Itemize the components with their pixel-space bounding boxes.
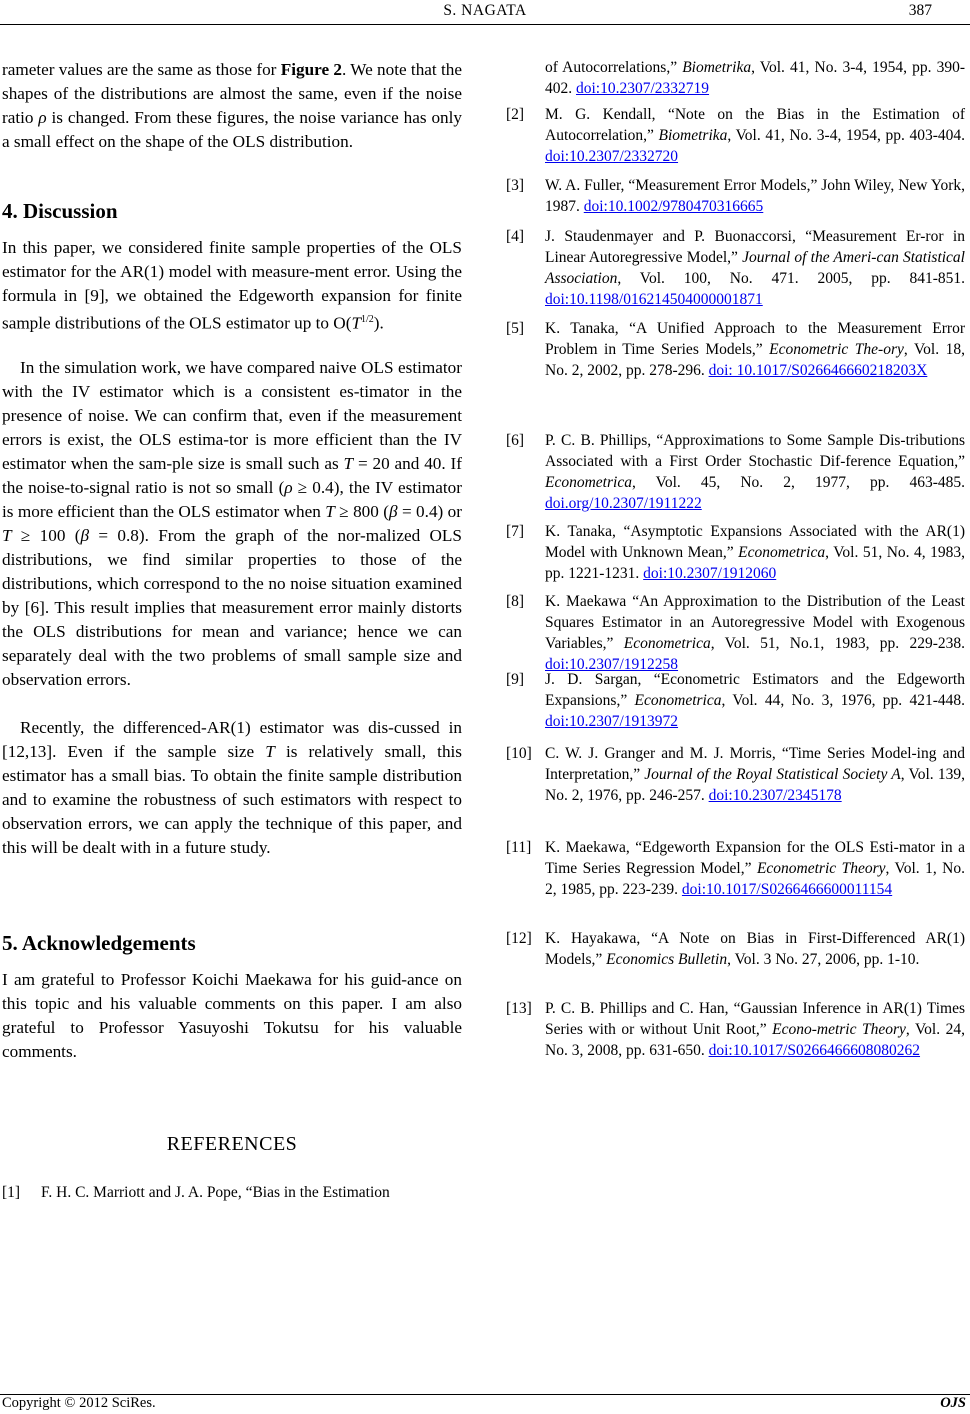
reference-text: K. Tanaka, “A Unified Approach to the Measurement Error Problem in Time Series Models,” Econometric The-ory, Vol. 18, No. 2, 2002, pp. 278-296. doi: 10.1017/S026646660218203X — [545, 320, 965, 379]
doi-link[interactable]: doi.org/10.2307/1911222 — [545, 495, 702, 512]
reference-text: K. Tanaka, “Asymptotic Expansions Associated with the AR(1) Model with Unknown Mean,” Econometrica, Vol. 51, No. 4, 1983, pp. 1221-1231. doi:10.2307/1912060 — [545, 523, 965, 582]
doi-link[interactable]: doi:10.1002/9780470316665 — [583, 198, 764, 215]
running-header-author: S. NAGATA — [443, 2, 527, 19]
reference-number: [12] — [506, 930, 532, 947]
doi-link[interactable]: doi: 10.1017/S026646660218203X — [708, 362, 928, 379]
reference-number: [2] — [506, 106, 525, 123]
page-number: 387 — [908, 2, 932, 19]
reference-item — [506, 669, 965, 733]
doi-link[interactable]: doi:10.2307/2332720 — [545, 148, 679, 165]
reference-text: K. Hayakawa, “A Note on Bias in First-Differenced AR(1) Models,” Economics Bulletin, Vol. 3 No. 27, 2006, pp. 1-10. — [545, 930, 965, 968]
reference-text: J. Staudenmayer and P. Buonaccorsi, “Measurement Er-ror in Linear Autoregressive Model,” Journal of the Ameri-can Statistical Association, Vol. 100, No. 471. 2005, pp. 841-851. doi:10.1198/016214504000001871 — [545, 228, 965, 308]
reference-item — [506, 430, 965, 514]
paragraph-acknowledgements: I am grateful to Professor Koichi Maekawa for his guid-ance on this topic and his valuable comments on this paper. I am also grateful to Professor Yasuyoshi Tokutsu for his valuable comments. — [2, 970, 462, 1061]
reference-text: K. Maekawa “An Approximation to the Distribution of the Least Squares Estimator in an Autoregressive Model with Exogenous Variables,” Econometrica, Vol. 51, No.1, 1983, pp. 229-238. doi:10.2307/1912258 — [545, 593, 966, 673]
reference-item — [506, 104, 965, 165]
section-heading-acknowledgements: 5. Acknowledgements — [2, 931, 196, 955]
section-heading-discussion: 4. Discussion — [2, 199, 118, 223]
reference-number: [3] — [506, 177, 525, 194]
reference-text: M. G. Kendall, “Note on the Bias in the Estimation of Autocorrelation,” Biometrika, Vol. 41, No. 3-4, 1954, pp. 403-404. doi:10.2307/2332720 — [545, 106, 965, 165]
paragraph-figure-note: rameter values are the same as those for Figure 2. We note that the shapes of the distributions are almost the same, even if the noise ratio ρ is changed. From these figures, the noise variance has only a small effect on the shape of the OLS distribution. — [2, 60, 462, 151]
reference-item — [506, 226, 965, 310]
reference-item-continued: of Autocorrelations,” Biometrika, Vol. 41, No. 3-4, 1954, pp. 390-402. doi:10.2307/2332719 — [545, 59, 965, 97]
paragraph-discussion-2: In the simulation work, we have compared naive OLS estimator with the IV estimator which is a consistent es-timator in the presence of noise. We can confirm that, even if the measurement errors is exist, the OLS estima-tor is more efficient than the IV estimator when the sam-ple size is small such as T = 20 and 40. If the noise-to-signal ratio is not so small (ρ ≥ 0.4), the IV estimator is more efficient than the OLS estimator when T ≥ 800 (β = 0.4) or T ≥ 100 (β = 0.8). From the graph of the nor-malized OLS distributions, we find similar properties to those of the distributions, which correspond to the no noise situation examined by [6]. This result implies that measurement error mainly distorts the OLS distributions for mean and variance; hence we can separately deal with the two problems of small sample size and observation errors. — [2, 358, 462, 689]
paragraph-discussion-1: In this paper, we considered finite sample properties of the OLS estimator for the AR(1) model with measure-ment error. Using the formula in [9], we obtained the Edgeworth expansion for finite sample distributions of the OLS estimator up to $O(T^{1/2})$. — [2, 238, 462, 333]
reference-number: [8] — [506, 593, 525, 610]
references-title: REFERENCES — [166, 1133, 298, 1155]
reference-number: [9] — [506, 671, 525, 688]
paragraph-discussion-3: Recently, the differenced-AR(1) estimator was dis-cussed in [12,13]. Even if the sample size T is relatively small, this estimator has a small bias. To obtain the finite sample distribution and to examine the robustness of such estimators with respect to observation errors, we can apply the technique of this paper, and this will be dealt with in a future study. — [2, 718, 462, 857]
reference-number: [4] — [506, 228, 525, 245]
reference-text: W. A. Fuller, “Measurement Error Models,” John Wiley, New York, 1987. doi:10.1002/9780470316665 — [545, 177, 965, 215]
doi-link[interactable]: doi:10.2307/2332719 — [576, 80, 710, 97]
header-rule — [0, 24, 970, 25]
copyright-notice: Copyright © 2012 SciRes. — [2, 1395, 156, 1411]
reference-item — [506, 998, 965, 1082]
reference-number: [5] — [506, 320, 525, 337]
reference-item: [1] F. H. C. Marriott and J. A. Pope, “Bias in the Estimation — [2, 1184, 390, 1201]
doi-link[interactable]: doi:10.2307/2345178 — [708, 787, 842, 804]
doi-link[interactable]: doi:10.1017/S0266466600011154 — [681, 881, 893, 898]
reference-item — [506, 175, 965, 219]
reference-text: P. C. B. Phillips and C. Han, “Gaussian Inference in AR(1) Times Series with or without Unit Root,” Econo-metric Theory, Vol. 24, No. 3, 2008, pp. 631-650. doi:10.1017/S0266466608080262 — [545, 1000, 965, 1059]
reference-number: [11] — [506, 839, 532, 856]
reference-number: [6] — [506, 432, 525, 449]
reference-text: C. W. J. Granger and M. J. Morris, “Time Series Model-ing and Interpretation,” Journal of the Royal Statistical Society A, Vol. 139, No. 2, 1976, pp. 246-257. doi:10.2307/2345178 — [545, 745, 965, 804]
reference-item — [506, 591, 965, 675]
reference-number: [10] — [506, 745, 532, 762]
doi-link[interactable]: doi:10.2307/1913972 — [545, 713, 679, 730]
doi-link[interactable]: doi:10.2307/1912060 — [643, 565, 777, 582]
doi-link[interactable]: doi:10.1017/S0266466608080262 — [708, 1042, 921, 1059]
reference-number: [13] — [506, 1000, 532, 1017]
reference-item — [506, 743, 965, 827]
reference-item — [506, 318, 965, 402]
doi-link[interactable]: doi:10.1198/016214504000001871 — [545, 291, 763, 308]
reference-text: J. D. Sargan, “Econometric Estimators and the Edgeworth Expansions,” Econometrica, Vol. 44, No. 3, 1976, pp. 421-448. doi:10.2307/1913972 — [545, 671, 966, 730]
reference-text: K. Maekawa, “Edgeworth Expansion for the OLS Esti-mator in a Time Series Regression Model,” Econometric Theory, Vol. 1, No. 2, 1985, pp. 223-239. doi:10.1017/S0266466600011154 — [545, 839, 966, 898]
journal-abbrev: OJS — [940, 1395, 966, 1411]
doi-link[interactable]: doi:10.2307/1912258 — [545, 656, 679, 673]
reference-item — [506, 928, 965, 992]
reference-number: [7] — [506, 523, 525, 540]
reference-item — [506, 837, 965, 921]
reference-text: P. C. B. Phillips, “Approximations to Some Sample Dis-tributions Associated with a First Order Stochastic Dif-ference Equation,” Econometrica, Vol. 45, No. 2, 1977, pp. 463-485. doi.org/10.2307/1911222 — [545, 432, 965, 512]
reference-item — [506, 521, 965, 585]
